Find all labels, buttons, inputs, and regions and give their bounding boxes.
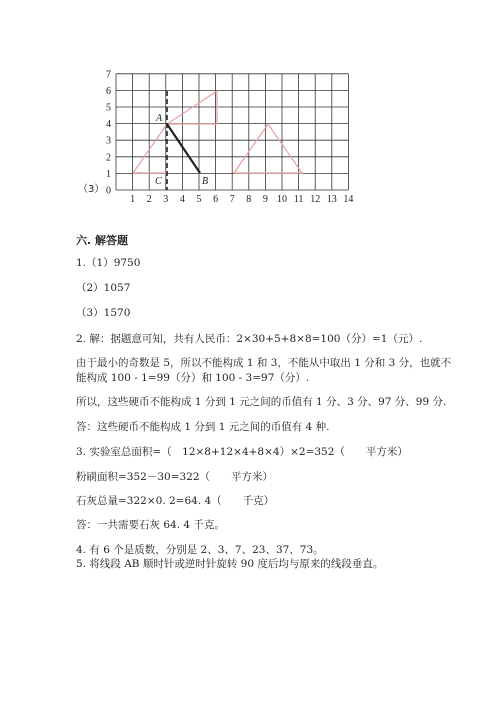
answer-2-reason-line2: 能构成 100 - 1=99（分）和 100 - 3=97（分）.	[76, 372, 310, 384]
x-tick-label: 11	[293, 194, 304, 205]
y-tick-label: 7	[106, 69, 111, 81]
x-tick-label: 10	[277, 194, 287, 205]
x-tick-label: 8	[246, 194, 252, 205]
figure-sub-label: （3）	[78, 184, 105, 195]
x-tick-label: 14	[343, 194, 354, 205]
answer-2-reply: 答：这些硬币不能构成 1 分到 1 元之间的币值有 4 种.	[76, 421, 330, 433]
x-tick-label: 12	[310, 194, 321, 205]
y-tick-label: 4	[106, 119, 111, 131]
y-tick-label: 0	[106, 185, 111, 197]
answer-2-conclusion: 所以，这些硬币不能构成 1 分到 1 元之间的币值有 1 分、3 分、97 分、99 分.	[76, 396, 447, 408]
tick-labels	[106, 69, 353, 205]
answer-2-reason-line1: 由于最小的奇数是 5，所以不能构成 1 和 3，不能从中取出 1 分和 3 分，也就不	[76, 357, 452, 369]
answer-3-lime-total: 石灰总量=322×0. 2=64. 4（ 千克）	[76, 495, 275, 507]
answer-5: 5. 将线段 AB 顺时针或逆时针旋转 90 度后均与原来的线段垂直。	[76, 558, 384, 570]
x-tick-label: 9	[262, 194, 268, 205]
answer-3-total-area: 3. 实验室总面积=（ 12×8+12×4+8×4）×2=352（ 平方米）	[76, 446, 408, 458]
answer-2-intro: 2. 解：据题意可知，共有人民币：2×30+5+8×8=100（分）=1（元）.	[76, 333, 423, 345]
y-tick-label: 5	[106, 102, 111, 114]
x-tick-label: 7	[229, 194, 235, 205]
answer-3-reply: 答：一共需要石灰 64. 4 千克。	[76, 519, 225, 531]
x-tick-label: 13	[326, 194, 337, 205]
x-tick-label: 5	[196, 194, 202, 205]
x-tick-label: 1	[130, 194, 136, 205]
answer-3-paint-area: 粉刷面积=352－30=322（ 平方米）	[76, 471, 274, 483]
x-tick-label: 2	[146, 194, 152, 205]
point-a-label: A	[156, 113, 163, 124]
y-tick-label: 3	[106, 135, 111, 147]
left-trapezoid	[133, 91, 217, 173]
grid-figure	[0, 0, 500, 215]
right-triangle	[234, 124, 302, 173]
answer-1-2: （2）1057	[76, 282, 131, 294]
point-b-label: B	[202, 176, 209, 187]
y-tick-label: 2	[106, 152, 111, 164]
section-title: 六. 解答题	[76, 234, 129, 247]
answer-1-1: 1.（1）9750	[76, 257, 141, 269]
segment-ab	[167, 124, 200, 173]
point-c-label: C	[155, 176, 162, 187]
y-tick-label: 6	[106, 85, 111, 97]
y-tick-label: 1	[106, 168, 111, 180]
x-tick-label: 4	[179, 194, 185, 205]
answer-4: 4. 有 6 个是质数，分别是 2、3、7、23、37、73。	[76, 544, 324, 556]
x-tick-label: 3	[163, 194, 169, 205]
answer-1-3: （3）1570	[76, 307, 131, 319]
x-tick-label: 6	[213, 194, 219, 205]
